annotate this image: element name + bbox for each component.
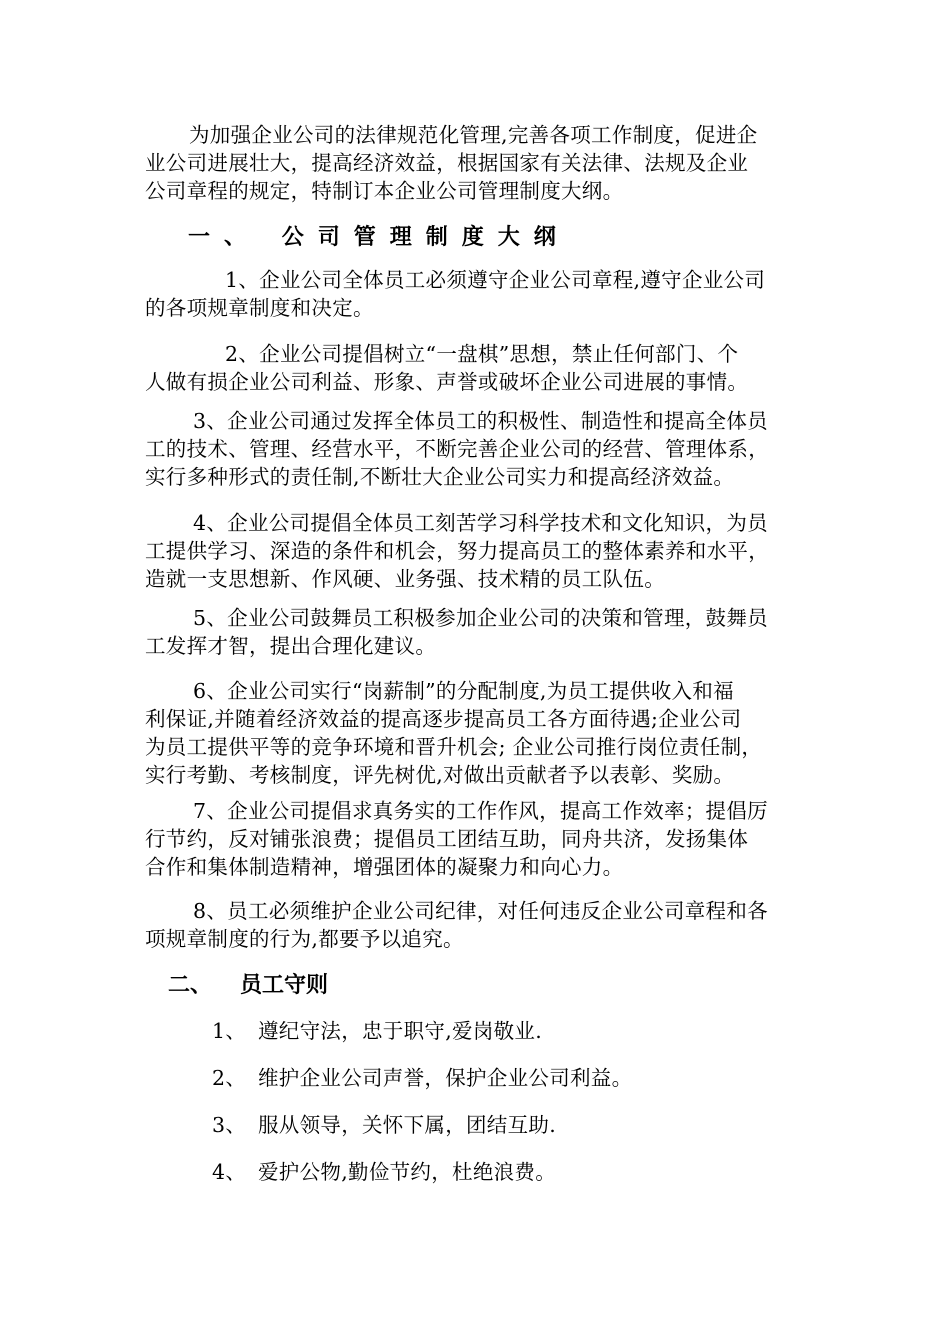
- section1-title: 公司管理制度大纲: [281, 224, 570, 250]
- item-line: 3、企业公司通过发挥全体员工的积极性、制造性和提高全体员: [193, 409, 768, 433]
- item-line: 2、企业公司提倡树立“一盘棋”思想，禁止任何部门、个: [225, 342, 739, 366]
- section1-item-2: [145, 340, 807, 396]
- section2-number: 二、: [168, 972, 213, 998]
- section1-heading: [188, 220, 570, 251]
- item-line: 的各项规章制度和决定。: [145, 296, 374, 320]
- section1-item-1: [145, 266, 807, 322]
- item-line: 4、企业公司提倡全体员工刻苦学习科学技术和文化知识，为员: [193, 511, 768, 535]
- section1-item-8: [145, 897, 807, 953]
- item-line: 8、员工必须维护企业公司纪律，对任何违反企业公司章程和各: [193, 899, 768, 923]
- item-line: 利保证,并随着经济效益的提高逐步提高员工各方面待遇;企业公司: [145, 707, 742, 731]
- item-line: 工发挥才智，提出合理化建议。: [145, 634, 437, 658]
- item-line: 实行考勤、考核制度，评先树优,对做出贡献者予以表彰、奖励。: [145, 763, 735, 787]
- section1-item-6: [145, 677, 807, 789]
- section1-item-5: [145, 604, 807, 660]
- rule-item: [212, 1017, 542, 1045]
- rule-text: 遵纪守法，忠于职守,爱岗敬业.: [258, 1019, 543, 1043]
- section1-item-7: [145, 797, 807, 881]
- rule-item: [212, 1158, 556, 1186]
- section1-item-3: [145, 407, 807, 491]
- rule-number: 1、: [212, 1019, 247, 1043]
- rule-text: 服从领导，关怀下属，团结互助.: [258, 1113, 557, 1137]
- item-line: 合作和集体制造精神，增强团体的凝聚力和向心力。: [145, 855, 624, 879]
- item-line: 工提供学习、深造的条件和机会，努力提高员工的整体素养和水平，: [145, 539, 769, 563]
- item-line: 7、企业公司提倡求真务实的工作作风，提高工作效率；提倡厉: [193, 799, 768, 823]
- item-line: 6、企业公司实行“岗薪制”的分配制度,为员工提供收入和福: [193, 679, 734, 703]
- item-line: 人做有损企业公司利益、形象、声誉或破坏企业公司进展的事情。: [145, 370, 749, 394]
- item-line: 造就一支思想新、作风硬、业务强、技术精的员工队伍。: [145, 567, 665, 591]
- item-line: 为员工提供平等的竞争环境和晋升机会; 企业公司推行岗位责任制，: [145, 735, 763, 759]
- rule-item: [212, 1064, 632, 1092]
- intro-line: 公司章程的规定，特制订本企业公司管理制度大纲。: [145, 179, 624, 203]
- rule-text: 爱护公物,勤俭节约，杜绝浪费。: [258, 1160, 557, 1184]
- section1-number: 一、: [188, 224, 261, 250]
- item-line: 实行多种形式的责任制,不断壮大企业公司实力和提高经济效益。: [145, 465, 735, 489]
- intro-paragraph: [145, 121, 807, 205]
- item-line: 项规章制度的行为,都要予以追究。: [145, 927, 464, 951]
- item-line: 工的技术、管理、经营水平，不断完善企业公司的经营、管理体系，: [145, 437, 769, 461]
- item-line: 5、企业公司鼓舞员工积极参加企业公司的决策和管理，鼓舞员: [193, 606, 768, 630]
- item-line: 行节约，反对铺张浪费；提倡员工团结互助，同舟共济，发扬集体: [145, 827, 749, 851]
- section2-heading: [168, 968, 328, 999]
- rule-item: [212, 1111, 556, 1139]
- rule-number: 2、: [212, 1066, 247, 1090]
- rule-text: 维护企业公司声誉，保护企业公司利益。: [258, 1066, 633, 1090]
- rule-number: 4、: [212, 1160, 247, 1184]
- section2-title: 员工守则: [240, 972, 329, 998]
- intro-line: 业公司进展壮大，提高经济效益，根据国家有关法律、法规及企业: [145, 151, 749, 175]
- rule-number: 3、: [212, 1113, 247, 1137]
- section1-item-4: [145, 509, 807, 593]
- item-line: 1、企业公司全体员工必须遵守企业公司章程,遵守企业公司: [225, 268, 766, 292]
- intro-line: 为加强企业公司的法律规范化管理,完善各项工作制度，促进企: [189, 123, 758, 147]
